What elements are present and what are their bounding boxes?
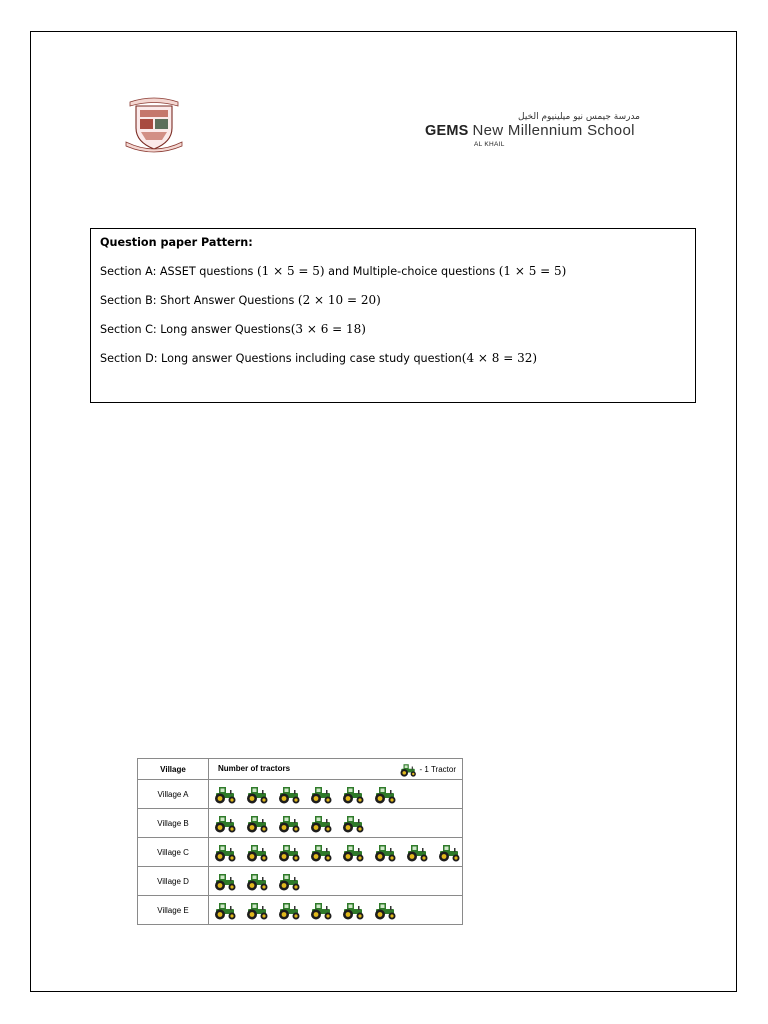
campus-label: AL KHAIL bbox=[474, 141, 505, 148]
section-d-text: Section D: Long answer Questions including case study question bbox=[100, 352, 462, 365]
tractor-icon bbox=[308, 813, 334, 833]
tractor-count-cell bbox=[209, 780, 463, 809]
key-tractor-icon bbox=[398, 762, 418, 777]
section-a-math-1: (1 × 5 = 5) bbox=[256, 264, 325, 278]
tractor-icon bbox=[244, 813, 270, 833]
tractor-icon bbox=[244, 784, 270, 804]
pattern-line-section-b bbox=[100, 286, 686, 315]
tractor-icon bbox=[340, 900, 366, 920]
tractor-count-cell bbox=[209, 896, 463, 925]
tractor-icon bbox=[212, 813, 238, 833]
tractor-icon bbox=[244, 842, 270, 862]
tractor-icon bbox=[212, 871, 238, 891]
tractor-icon bbox=[308, 900, 334, 920]
pattern-title: Question paper Pattern: bbox=[100, 236, 253, 249]
tractor-pictograph-table bbox=[137, 758, 463, 925]
tractor-count-cell bbox=[209, 867, 463, 896]
tractor-icons bbox=[209, 842, 462, 862]
pictograph-row bbox=[138, 809, 463, 838]
village-name: Village D bbox=[138, 867, 209, 896]
tractor-icon bbox=[372, 900, 398, 920]
tractor-icon bbox=[212, 842, 238, 862]
tractor-count-cell bbox=[209, 838, 463, 867]
tractor-icon bbox=[340, 813, 366, 833]
school-name-line bbox=[425, 123, 635, 139]
section-a-mid: and Multiple-choice questions bbox=[324, 265, 499, 278]
pictograph-header-row bbox=[138, 759, 463, 780]
tractor-icon bbox=[276, 842, 302, 862]
tractor-icon bbox=[276, 900, 302, 920]
tractor-icon bbox=[436, 842, 462, 862]
tractor-icon bbox=[404, 842, 430, 862]
tractor-icon bbox=[340, 842, 366, 862]
tractor-icon bbox=[244, 871, 270, 891]
section-a-text: Section A: ASSET questions bbox=[100, 265, 257, 278]
tractor-icons bbox=[209, 871, 462, 891]
section-c-math: (3 × 6 = 18) bbox=[290, 322, 366, 336]
tractor-icon bbox=[276, 813, 302, 833]
pictograph-row bbox=[138, 838, 463, 867]
tractor-icon bbox=[308, 784, 334, 804]
school-name-arabic: مدرسة جيمس نيو ميلينيوم الخيل bbox=[518, 112, 640, 122]
section-a-math-2: (1 × 5 = 5) bbox=[498, 264, 567, 278]
tractor-count-cell bbox=[209, 809, 463, 838]
key-label: - 1 Tractor bbox=[419, 765, 456, 774]
village-name: Village C bbox=[138, 838, 209, 867]
pattern-line-section-a bbox=[100, 257, 686, 286]
tractor-icons bbox=[209, 900, 462, 920]
tractor-icons bbox=[209, 784, 462, 804]
village-name: Village A bbox=[138, 780, 209, 809]
gems-brand: GEMS bbox=[425, 123, 469, 139]
pattern-line-section-c bbox=[100, 315, 686, 344]
school-crest-logo bbox=[122, 94, 186, 154]
header-count-label: Number of tractors bbox=[218, 764, 291, 773]
question-pattern-box bbox=[90, 228, 696, 403]
school-name: New Millennium School bbox=[472, 122, 635, 139]
village-name: Village B bbox=[138, 809, 209, 838]
tractor-icon bbox=[308, 842, 334, 862]
header-number-of-tractors bbox=[209, 759, 463, 780]
pictograph-row bbox=[138, 896, 463, 925]
section-c-text: Section C: Long answer Questions bbox=[100, 323, 291, 336]
tractor-icon bbox=[372, 842, 398, 862]
tractor-icon bbox=[244, 900, 270, 920]
tractor-icon bbox=[212, 900, 238, 920]
pictograph-key bbox=[398, 762, 456, 777]
pictograph-row bbox=[138, 780, 463, 809]
section-d-math: (4 × 8 = 32) bbox=[461, 351, 538, 365]
header-village: Village bbox=[138, 759, 209, 780]
tractor-icon bbox=[340, 784, 366, 804]
tractor-icon bbox=[212, 784, 238, 804]
pictograph-body bbox=[138, 780, 463, 925]
section-b-math: (2 × 10 = 20) bbox=[297, 293, 381, 307]
village-name: Village E bbox=[138, 896, 209, 925]
school-name-block bbox=[425, 112, 640, 152]
section-b-text: Section B: Short Answer Questions bbox=[100, 294, 298, 307]
tractor-icons bbox=[209, 813, 462, 833]
tractor-icon bbox=[276, 784, 302, 804]
pictograph-row bbox=[138, 867, 463, 896]
tractor-icon bbox=[372, 784, 398, 804]
pattern-line-section-d bbox=[100, 344, 686, 373]
tractor-icon bbox=[276, 871, 302, 891]
